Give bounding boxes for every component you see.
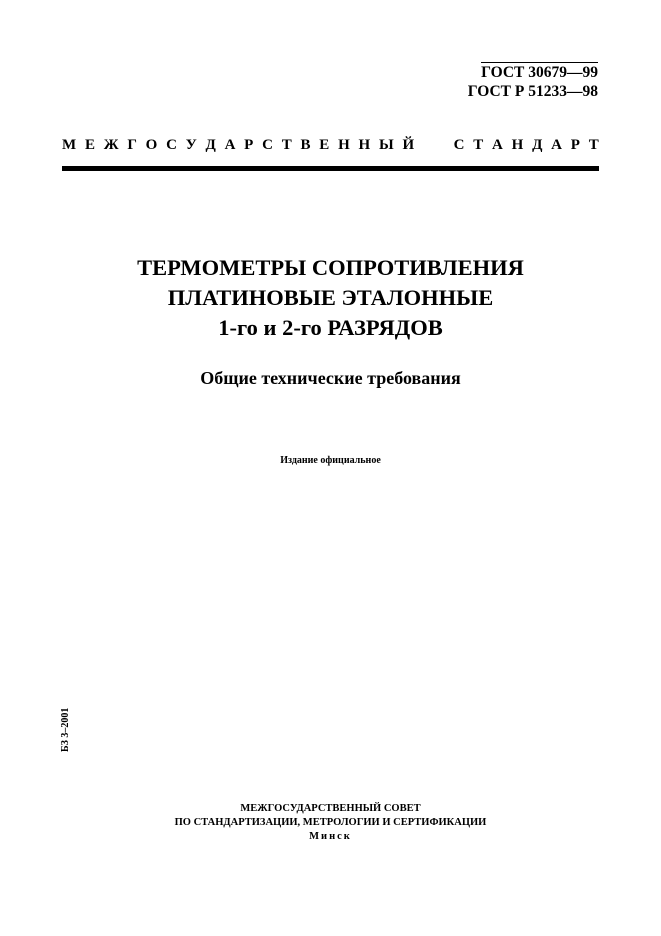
- heading-letter: С: [166, 137, 177, 153]
- standard-code-secondary: ГОСТ Р 51233—98: [467, 83, 598, 100]
- heading-letter: А: [492, 137, 503, 153]
- heading-letter: У: [185, 137, 197, 153]
- heading-letter: Ж: [103, 137, 119, 153]
- standard-codes: [468, 62, 598, 101]
- heading-letter: Ы: [378, 137, 394, 153]
- heading-letter: М: [62, 137, 77, 153]
- heading-letter: С: [262, 137, 273, 153]
- heading-letter: Г: [127, 137, 137, 153]
- heading-letter: Р: [570, 137, 580, 153]
- document-title: [0, 253, 661, 343]
- heading-letter: В: [300, 137, 311, 153]
- title-line-2: ПЛАТИНОВЫЕ ЭТАЛОННЫЕ: [167, 285, 494, 310]
- publisher-block: [0, 802, 661, 844]
- title-line-1: ТЕРМОМЕТРЫ СОПРОТИВЛЕНИЯ: [137, 255, 524, 280]
- heading-letter: Е: [84, 137, 95, 153]
- title-line-3: 1-го и 2-го РАЗРЯДОВ: [218, 315, 443, 340]
- publisher-line-2: ПО СТАНДАРТИЗАЦИИ, МЕТРОЛОГИИ И СЕРТИФИКАЦИИ: [174, 817, 487, 828]
- heading-letter: Т: [473, 137, 484, 153]
- heading-letter: А: [551, 137, 563, 153]
- heading-letter: Н: [338, 137, 350, 153]
- document-subtitle: Общие технические требования: [200, 368, 461, 388]
- publisher-line-1: МЕЖГОСУДАРСТВЕННЫЙ СОВЕТ: [240, 803, 421, 814]
- standard-code-primary: ГОСТ 30679—99: [481, 64, 598, 81]
- heading-letter: Й: [402, 137, 415, 153]
- heading-letter: Д: [205, 137, 216, 153]
- heading-letter: Н: [358, 137, 371, 153]
- side-catalog-code: БЗ 3–2001: [60, 707, 71, 752]
- publisher-city: Минск: [309, 831, 352, 842]
- heading-letter: Р: [244, 137, 254, 153]
- heading-letter: Н: [511, 137, 524, 153]
- heading-letter: Т: [281, 137, 292, 153]
- heading-letter: Е: [319, 137, 330, 153]
- heading-letter: А: [224, 137, 236, 153]
- standard-type-heading: [62, 137, 599, 154]
- edition-note: Издание официальное: [280, 455, 381, 466]
- heading-letter: Т: [588, 137, 599, 153]
- heading-letter: С: [453, 137, 465, 153]
- heading-word-gap: [423, 137, 445, 154]
- heading-letter: О: [145, 137, 158, 153]
- heading-letter: Д: [532, 137, 543, 153]
- header-rule: [62, 166, 599, 171]
